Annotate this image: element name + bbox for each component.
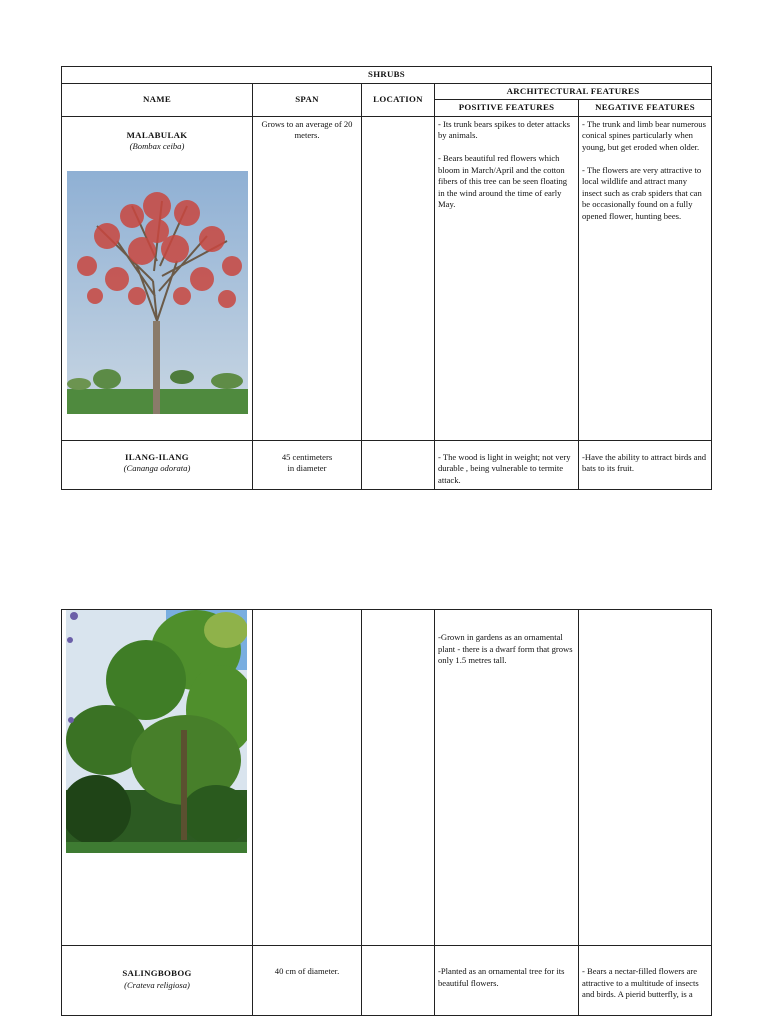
span-cell	[253, 610, 362, 946]
tree-with-red-flowers-photo	[67, 171, 248, 414]
span-cell: Grows to an average of 20 meters.	[253, 116, 362, 440]
header-negative-features: NEGATIVE FEATURES	[579, 100, 712, 117]
positive-feature: - Bears beautiful red flowers which bloom in March/April and the cotton fibers of this tree can be seen floating in the wind around the time of early May.	[438, 152, 568, 210]
name-cell	[62, 946, 253, 1016]
negative-features-cell	[579, 116, 712, 440]
name-cell	[62, 610, 253, 946]
negative-feature: - The flowers are very attractive to local wildlife and attract many insect such as crab spiders that can be occasionally found on a fully opened flower, hunting bees.	[582, 164, 702, 221]
positive-features-cell: -Grown in gardens as an ornamental plant - there is a dwarf form that grows only 1.5 metres tall.	[435, 610, 579, 946]
green-leafy-tree-photo	[66, 610, 247, 853]
table-row	[62, 946, 712, 1016]
positive-features-cell: - The wood is light in weight; not very durable , being vulnerable to termite attack.	[435, 440, 579, 489]
header-architectural-features: ARCHITECTURAL FEATURES	[435, 83, 712, 100]
shrubs-table	[61, 66, 712, 490]
span-cell: 40 cm of diameter.	[253, 946, 362, 1016]
table-row	[62, 610, 712, 946]
location-cell	[362, 116, 435, 440]
scientific-name: (Crateva religiosa)	[124, 979, 190, 990]
plant-name: MALABULAK	[126, 129, 188, 140]
positive-feature: - Its trunk bears spikes to deter attacks by animals.	[438, 118, 570, 141]
negative-features-cell: -Have the ability to attract birds and bats to its fruit.	[579, 440, 712, 489]
negative-features-cell: - Bears a nectar-filled flowers are attractive to a multitude of insects and birds. A pierid butterfly, is a	[579, 946, 712, 1016]
positive-features-cell: -Planted as an ornamental tree for its beautiful flowers.	[435, 946, 579, 1016]
table-row	[62, 440, 712, 489]
header-span: SPAN	[253, 83, 362, 116]
shrubs-table-continued	[61, 609, 712, 1016]
plant-name: SALINGBOBOG	[122, 968, 192, 978]
header-location: LOCATION	[362, 83, 435, 116]
scientific-name: (Bombax ceiba)	[129, 141, 185, 152]
table-row	[62, 116, 712, 440]
span-cell: 45 centimeters in diameter	[253, 440, 362, 489]
location-cell	[362, 946, 435, 1016]
location-cell	[362, 440, 435, 489]
scientific-name: (Cananga odorata)	[123, 463, 191, 474]
negative-features-cell	[579, 610, 712, 946]
location-cell	[362, 610, 435, 946]
header-name: NAME	[62, 83, 253, 116]
header-positive-features: POSITIVE FEATURES	[435, 100, 579, 117]
positive-features-cell	[435, 116, 579, 440]
name-cell	[62, 440, 253, 489]
table-title: SHRUBS	[62, 67, 712, 84]
name-cell	[62, 116, 253, 440]
negative-feature: - The trunk and limb bear numerous conical spines particularly when young, but get eroded when older.	[582, 118, 706, 152]
plant-name: ILANG-ILANG	[125, 451, 189, 462]
